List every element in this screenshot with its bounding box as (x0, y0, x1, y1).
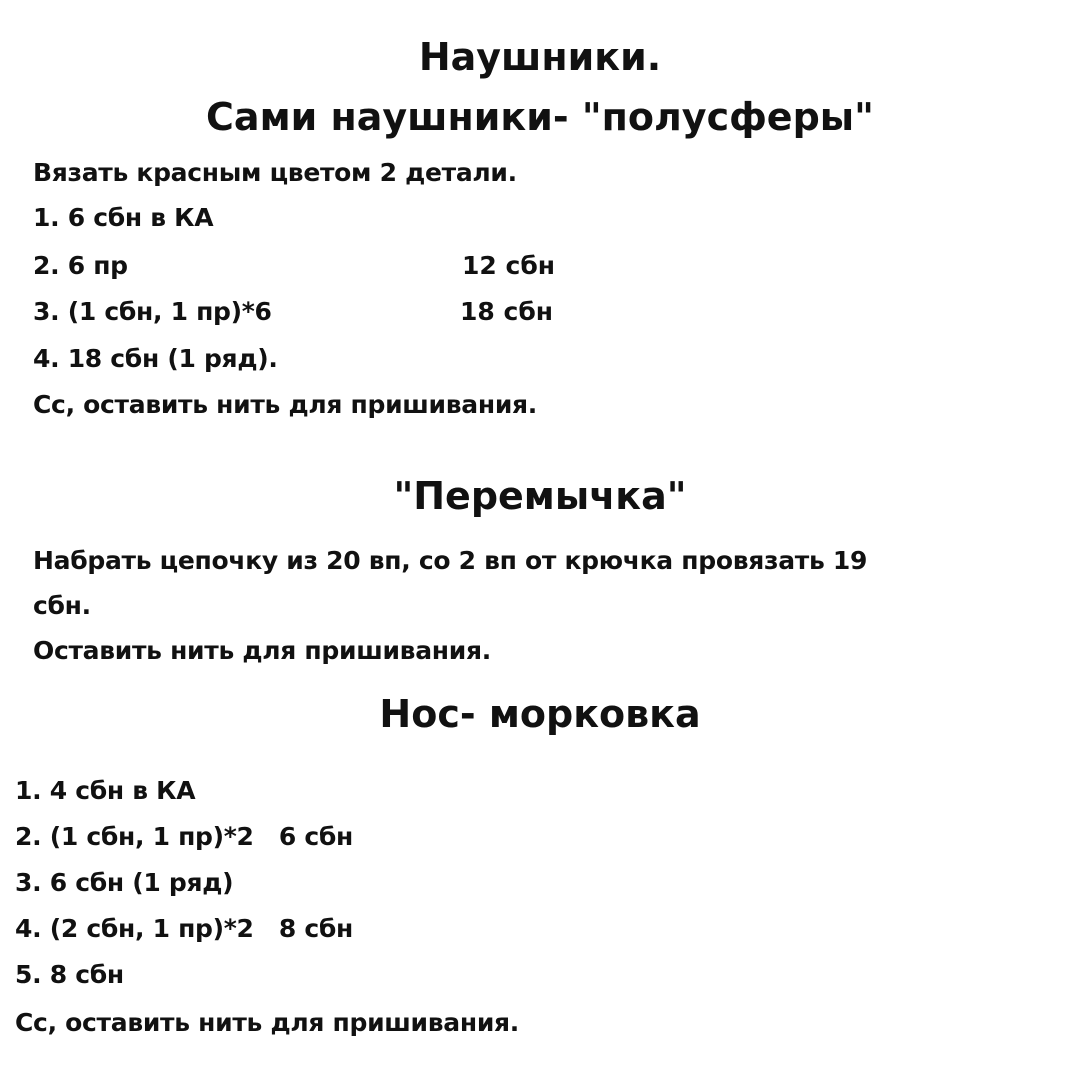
headphones-finish: Сс, оставить нить для пришивания. (33, 390, 537, 419)
nose-row-5: 5. 8 сбн (15, 960, 124, 989)
bridge-line-2: сбн. (33, 591, 91, 620)
bridge-line-1: Набрать цепочку из 20 вп, со 2 вп от крючка провязать 19 (33, 546, 868, 575)
nose-row-2: 2. (1 сбн, 1 пр)*2 6 сбн (15, 822, 353, 851)
nose-finish: Сс, оставить нить для пришивания. (15, 1008, 519, 1037)
headphones-row-2-count: 12 сбн (462, 251, 556, 280)
headphones-row-3-step: 3. (1 сбн, 1 пр)*6 (33, 297, 272, 326)
headphones-row-4-step: 4. 18 сбн (1 ряд). (33, 344, 278, 373)
nose-row-4: 4. (2 сбн, 1 пр)*2 8 сбн (15, 914, 353, 943)
headphones-intro: Вязать красным цветом 2 детали. (33, 158, 517, 187)
bridge-title: "Перемычка" (393, 474, 687, 518)
nose-row-3: 3. 6 сбн (1 ряд) (15, 868, 234, 897)
headphones-subtitle: Сами наушники- "полусферы" (206, 95, 874, 139)
headphones-row-1-step: 1. 6 сбн в КА (33, 203, 214, 232)
nose-row-1: 1. 4 сбн в КА (15, 776, 196, 805)
nose-title: Нос- морковка (379, 692, 701, 736)
headphones-title: Наушники. (418, 35, 662, 79)
bridge-finish: Оставить нить для пришивания. (33, 636, 491, 665)
headphones-row-3-count: 18 сбн (460, 297, 554, 326)
headphones-row-2-step: 2. 6 пр (33, 251, 128, 280)
